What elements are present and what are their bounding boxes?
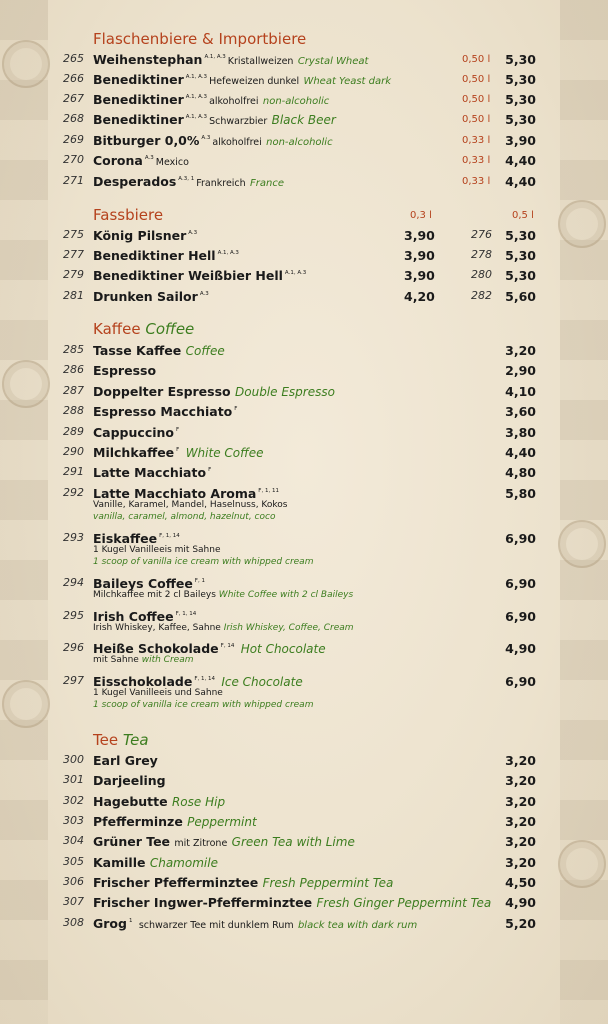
item-price: 5,30 <box>505 112 536 127</box>
menu-row-bottled-beer <box>0 174 608 194</box>
item-name: Frischer Ingwer-Pfefferminztee Fresh Ginger Peppermint Tea <box>93 895 492 910</box>
menu-row-bottled-beer <box>0 133 608 153</box>
menu-row-coffee <box>0 363 608 383</box>
item-name: Desperados $^{A.3, 1}$ Frankreich France <box>93 174 285 189</box>
item-description: alkoholfrei <box>212 137 262 148</box>
menu-row-coffee <box>0 641 608 665</box>
allergen-codes: F, 1, 14 <box>194 676 215 682</box>
item-number: 279 <box>63 268 84 281</box>
menu-row-coffee <box>0 445 608 465</box>
item-number: 289 <box>63 425 84 438</box>
section-title-draft-beers: Fassbiere <box>93 206 164 224</box>
item-price: 3,20 <box>505 753 536 768</box>
item-name: Benediktiner $^{A.1, A.3}$ Schwarzbier Black Beer <box>93 112 336 127</box>
item-price: 6,90 <box>505 576 536 591</box>
menu-row-tea <box>0 773 608 793</box>
item-english-name: Green Tea with Lime <box>231 835 355 849</box>
allergen-codes: F <box>208 467 212 473</box>
item-number: 294 <box>63 576 84 589</box>
item-number: 285 <box>63 343 84 356</box>
item-english-name: Coffee <box>185 344 225 358</box>
item-price: 3,20 <box>505 834 536 849</box>
item-price-large: 5,30 <box>505 248 536 263</box>
allergen-codes: A.3, 1 <box>178 176 195 182</box>
item-number: 307 <box>63 895 84 908</box>
item-description: mit Zitrone <box>174 838 228 849</box>
item-subtext: Irish Whiskey, Kaffee, Sahne Irish Whiskey, Coffee, Cream <box>93 623 354 633</box>
allergen-codes: A.3 <box>201 135 211 141</box>
item-price: 4,10 <box>505 384 536 399</box>
menu-row-coffee <box>0 609 608 633</box>
coffee-title-en: Coffee <box>145 320 195 338</box>
item-subtext: Milchkaffee mit 2 cl Baileys White Coffee with 2 cl Baileys <box>93 590 354 600</box>
item-price: 5,30 <box>505 72 536 87</box>
item-description: Schwarzbier <box>209 116 268 127</box>
item-english-name: Double Espresso <box>235 385 335 399</box>
item-english-name: Hot Chocolate <box>240 642 326 656</box>
item-price-small: 3,90 <box>404 248 435 263</box>
item-description: schwarzer Tee mit dunklem Rum <box>138 920 294 931</box>
item-name: Earl Grey <box>93 753 158 768</box>
item-name: Hagebutte Rose Hip <box>93 794 226 809</box>
item-price-large: 5,30 <box>505 228 536 243</box>
menu-row-coffee <box>0 465 608 485</box>
item-number: 303 <box>63 814 84 827</box>
item-number: 301 <box>63 773 84 786</box>
item-number: 302 <box>63 794 84 807</box>
item-description: Hefeweizen dunkel <box>209 76 300 87</box>
item-price: 3,20 <box>505 343 536 358</box>
item-volume: 0,50 l <box>462 94 491 105</box>
menu-row-tea <box>0 916 608 936</box>
item-volume: 0,33 l <box>462 135 491 146</box>
item-english-name: Crystal Wheat <box>297 56 369 67</box>
menu-row-bottled-beer <box>0 112 608 132</box>
item-volume: 0,50 l <box>462 54 491 65</box>
item-subtext-english: with Cream <box>141 655 194 665</box>
menu-row-coffee <box>0 674 608 710</box>
menu-row-draft-beer <box>0 248 608 268</box>
item-price: 4,40 <box>505 153 536 168</box>
allergen-codes: A.3 <box>144 155 154 161</box>
item-subtext-english: vanilla, caramel, almond, hazelnut, coco <box>93 512 276 522</box>
item-name: Tasse Kaffee Coffee <box>93 343 225 358</box>
menu-row-bottled-beer <box>0 153 608 173</box>
allergen-codes: A.1, A.3 <box>185 74 208 80</box>
item-number: 277 <box>63 248 84 261</box>
item-number-large: 280 <box>471 268 492 281</box>
item-description: Kristallweizen <box>227 56 294 67</box>
item-volume: 0,33 l <box>462 176 491 187</box>
item-price: 6,90 <box>505 674 536 689</box>
item-number: 269 <box>63 133 84 146</box>
item-price-small: 3,90 <box>404 268 435 283</box>
allergen-codes: 1 <box>128 918 133 924</box>
item-name: Espresso <box>93 363 157 378</box>
item-subtext: mit Sahne with Cream <box>93 655 194 665</box>
item-name: Darjeeling <box>93 773 166 788</box>
item-price: 4,90 <box>505 895 536 910</box>
item-english-name: France <box>250 178 285 189</box>
menu-row-draft-beer <box>0 289 608 309</box>
item-english-name: Wheat Yeast dark <box>303 76 392 87</box>
item-number: 266 <box>63 72 84 85</box>
menu-row-coffee <box>0 486 608 522</box>
item-english-name: black tea with dark rum <box>297 920 418 931</box>
item-number: 300 <box>63 753 84 766</box>
allergen-codes: F <box>176 447 180 453</box>
item-name: Eiskaffee $^{F, 1, 14}$ <box>93 531 180 546</box>
item-name: Kamille Chamomile <box>93 855 218 870</box>
item-number: 268 <box>63 112 84 125</box>
item-number: 265 <box>63 52 84 65</box>
allergen-codes: F, 14 <box>220 643 235 649</box>
item-price: 3,60 <box>505 404 536 419</box>
item-name: Latte Macchiato Aroma $^{F, 1, 11}$ <box>93 486 279 501</box>
item-number: 288 <box>63 404 84 417</box>
tea-title-de: Tee <box>93 731 119 749</box>
item-description: alkoholfrei <box>209 96 259 107</box>
allergen-codes: A.3 <box>199 291 209 297</box>
item-price: 5,30 <box>505 52 536 67</box>
item-volume: 0,50 l <box>462 74 491 85</box>
section-title-bottled-beers: Flaschenbiere & Importbiere <box>93 30 307 48</box>
item-number: 291 <box>63 465 84 478</box>
item-name: Benediktiner Hell $^{A.1, A.3}$ <box>93 248 239 263</box>
item-name: Benediktiner Weißbier Hell $^{A.1, A.3}$ <box>93 268 307 283</box>
item-price-large: 5,30 <box>505 268 536 283</box>
item-number: 286 <box>63 363 84 376</box>
item-number: 308 <box>63 916 84 929</box>
item-english-name: non-alcoholic <box>266 137 333 148</box>
allergen-codes: A.1, A.3 <box>185 114 208 120</box>
item-number: 292 <box>63 486 84 499</box>
item-english-name: Chamomile <box>149 856 218 870</box>
item-volume: 0,33 l <box>462 155 491 166</box>
allergen-codes: A.1, A.3 <box>185 94 208 100</box>
allergen-codes: A.1, A.3 <box>217 250 239 256</box>
item-price-small: 4,20 <box>404 289 435 304</box>
item-price: 4,40 <box>505 445 536 460</box>
item-name: Benediktiner $^{A.1, A.3}$ alkoholfrei non-alcoholic <box>93 92 330 107</box>
menu-row-tea <box>0 834 608 854</box>
item-subtext-english: 1 scoop of vanilla ice cream with whipped cream <box>93 557 314 567</box>
item-number: 304 <box>63 834 84 847</box>
item-name: Pfefferminze Peppermint <box>93 814 257 829</box>
item-subtext: 1 Kugel Vanilleeis und Sahne <box>93 688 223 698</box>
item-price: 3,80 <box>505 425 536 440</box>
item-english-name: Ice Chocolate <box>221 675 303 689</box>
item-number: 271 <box>63 174 84 187</box>
item-price: 4,80 <box>505 465 536 480</box>
item-name: Benediktiner $^{A.1, A.3}$ Hefeweizen dunkel Wheat Yeast dark <box>93 72 392 87</box>
item-name: Corona $^{A.3}$ Mexico <box>93 153 189 168</box>
item-price: 3,20 <box>505 855 536 870</box>
menu-row-draft-beer <box>0 228 608 248</box>
item-name: Espresso Macchiato $^F$ <box>93 404 238 419</box>
item-subtext-english: White Coffee with 2 cl Baileys <box>218 590 354 600</box>
item-name: Eisschokolade $^{F, 1, 14}$ Ice Chocolate <box>93 674 303 689</box>
item-subtext-english: 1 scoop of vanilla ice cream with whipped cream <box>93 700 314 710</box>
item-name: Cappuccino $^F$ <box>93 425 180 440</box>
item-name: Milchkaffee $^F$ White Coffee <box>93 445 264 460</box>
item-english-name: non-alcoholic <box>262 96 330 107</box>
item-price: 3,90 <box>505 133 536 148</box>
allergen-codes: A.1, A.3 <box>204 54 226 60</box>
allergen-codes: F <box>234 406 238 412</box>
menu-row-tea <box>0 753 608 773</box>
item-name: Baileys Coffee $^{F, 1}$ <box>93 576 205 591</box>
item-price: 4,50 <box>505 875 536 890</box>
menu-row-tea <box>0 855 608 875</box>
item-name: Grog $^1$ schwarzer Tee mit dunklem Rum black tea with dark rum <box>93 916 418 931</box>
item-number: 275 <box>63 228 84 241</box>
item-english-name: Black Beer <box>271 113 336 127</box>
menu-row-tea <box>0 814 608 834</box>
item-english-name: Rose Hip <box>171 795 226 809</box>
menu-row-coffee <box>0 531 608 567</box>
item-number: 281 <box>63 289 84 302</box>
item-number: 293 <box>63 531 84 544</box>
menu-row-bottled-beer <box>0 52 608 72</box>
menu-row-coffee <box>0 343 608 363</box>
allergen-codes: A.3 <box>188 230 198 236</box>
item-number: 270 <box>63 153 84 166</box>
item-description: Mexico <box>155 157 189 168</box>
item-price: 4,90 <box>505 641 536 656</box>
item-price: 2,90 <box>505 363 536 378</box>
item-english-name: Peppermint <box>187 815 257 829</box>
item-price-small: 3,90 <box>404 228 435 243</box>
section-title-coffee <box>93 320 194 338</box>
item-price: 5,80 <box>505 486 536 501</box>
menu-row-coffee <box>0 404 608 424</box>
menu-row-bottled-beer <box>0 92 608 112</box>
menu-row-tea <box>0 895 608 915</box>
item-price: 6,90 <box>505 609 536 624</box>
item-price: 6,90 <box>505 531 536 546</box>
item-number-large: 278 <box>471 248 492 261</box>
item-name: Bitburger 0,0% $^{A.3}$ alkoholfrei non-alcoholic <box>93 133 333 148</box>
item-english-name: Fresh Peppermint Tea <box>262 876 394 890</box>
item-name: Doppelter Espresso Double Espresso <box>93 384 335 399</box>
coffee-title-de: Kaffee <box>93 320 141 338</box>
item-number: 267 <box>63 92 84 105</box>
item-number: 305 <box>63 855 84 868</box>
item-number-large: 282 <box>471 289 492 302</box>
allergen-codes: F, 1 <box>194 578 205 584</box>
menu-row-tea <box>0 794 608 814</box>
item-subtext: Vanille, Karamel, Mandel, Haselnuss, Kokos <box>93 500 288 510</box>
item-price: 5,20 <box>505 916 536 931</box>
menu-row-coffee <box>0 576 608 600</box>
item-price: 3,20 <box>505 814 536 829</box>
item-number: 290 <box>63 445 84 458</box>
allergen-codes: F, 1, 14 <box>159 533 180 539</box>
item-subtext: 1 Kugel Vanilleeis mit Sahne <box>93 545 221 555</box>
item-price: 3,20 <box>505 773 536 788</box>
menu-row-coffee <box>0 384 608 404</box>
menu-row-draft-beer <box>0 268 608 288</box>
item-number-large: 276 <box>471 228 492 241</box>
item-number: 296 <box>63 641 84 654</box>
item-subtext-english: Irish Whiskey, Coffee, Cream <box>223 623 354 633</box>
menu-row-tea <box>0 875 608 895</box>
item-name: Latte Macchiato $^F$ <box>93 465 212 480</box>
item-number: 297 <box>63 674 84 687</box>
tea-title-en: Tea <box>122 731 149 749</box>
item-name: Weihenstephan $^{A.1, A.3}$ Kristallweizen Crystal Wheat <box>93 52 369 67</box>
item-price: 5,30 <box>505 92 536 107</box>
item-number: 295 <box>63 609 84 622</box>
allergen-codes: F, 1, 11 <box>258 488 279 494</box>
item-number: 306 <box>63 875 84 888</box>
draft-volume-large: 0,5 l <box>512 210 534 221</box>
item-price: 4,40 <box>505 174 536 189</box>
item-english-name: Fresh Ginger Peppermint Tea <box>316 896 492 910</box>
item-number: 287 <box>63 384 84 397</box>
allergen-codes: F <box>176 427 180 433</box>
item-name: Drunken Sailor $^{A.3}$ <box>93 289 209 304</box>
item-name: Heiße Schokolade $^{F, 14}$ Hot Chocolate <box>93 641 326 656</box>
item-english-name: White Coffee <box>185 446 264 460</box>
draft-volume-small: 0,3 l <box>410 210 432 221</box>
item-price-large: 5,60 <box>505 289 536 304</box>
item-name: Grüner Tee mit Zitrone Green Tea with Lime <box>93 834 355 849</box>
menu-row-coffee <box>0 425 608 445</box>
item-name: König Pilsner $^{A.3}$ <box>93 228 198 243</box>
section-title-tea <box>93 731 149 749</box>
allergen-codes: F, 1, 14 <box>175 611 197 617</box>
menu-row-bottled-beer <box>0 72 608 92</box>
allergen-codes: A.1, A.3 <box>284 270 307 276</box>
item-name: Frischer Pfefferminztee Fresh Peppermint Tea <box>93 875 394 890</box>
item-volume: 0,50 l <box>462 114 491 125</box>
item-name: Irish Coffee $^{F, 1, 14}$ <box>93 609 197 624</box>
item-price: 3,20 <box>505 794 536 809</box>
item-description: Frankreich <box>196 178 246 189</box>
